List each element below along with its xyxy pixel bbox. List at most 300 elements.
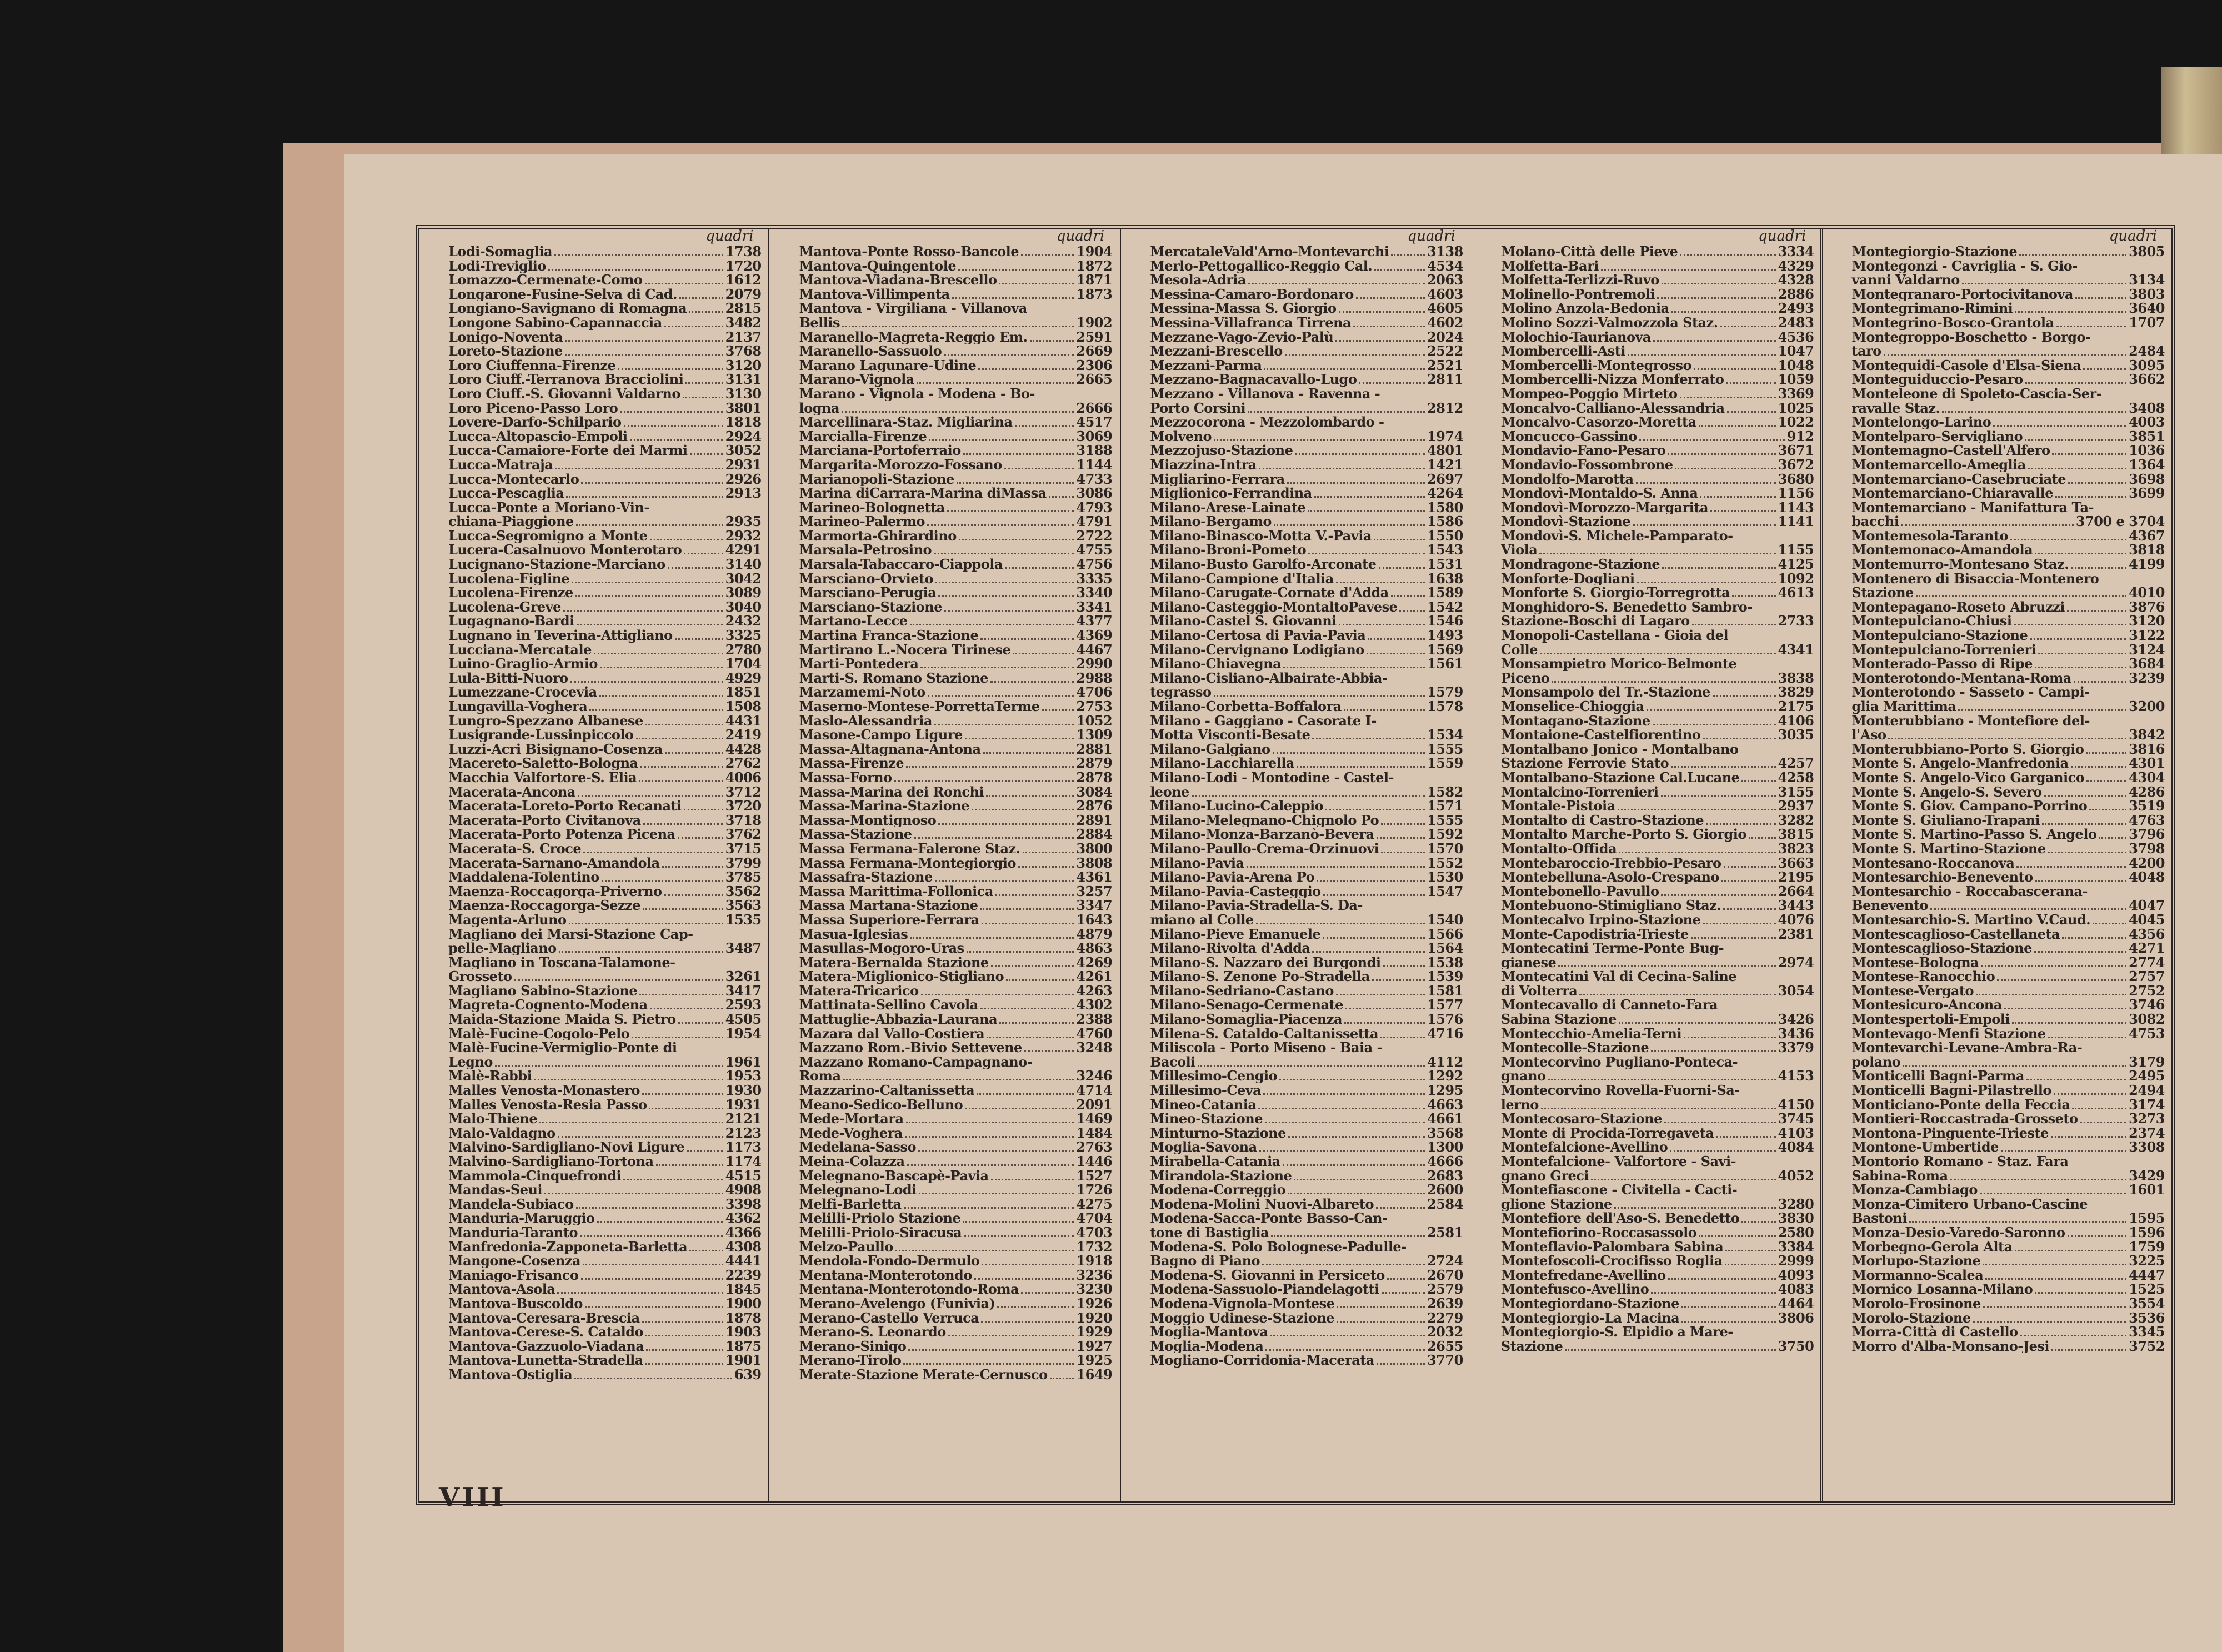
entry-name: Massa-Marina dei Ronchi	[799, 784, 984, 799]
entry-number: 4661	[1427, 1110, 1463, 1127]
entry-name: l'Aso	[1851, 728, 1886, 742]
index-entry	[799, 486, 1113, 500]
leader-dots	[1983, 1306, 2126, 1308]
leader-dots	[987, 1037, 1074, 1038]
entry-number: 4153	[1778, 1068, 1814, 1084]
entry-name: Milano-Cervignano Lodigiano	[1150, 642, 1364, 657]
entry-number: 1873	[1076, 286, 1113, 302]
index-entry	[448, 1126, 762, 1140]
index-entry	[799, 1325, 1113, 1339]
entry-name: Monticelli Bagni-Pilastrello	[1851, 1083, 2051, 1098]
entry-number: 4431	[725, 712, 762, 729]
entry-number: 4263	[1076, 982, 1113, 999]
index-entry	[1150, 600, 1463, 614]
entry-name: Milano-Galgiano	[1150, 742, 1270, 757]
entry-number: 4329	[1778, 257, 1814, 274]
entry-number: 1527	[1076, 1167, 1113, 1184]
index-entry	[1501, 770, 1814, 785]
entry-name: Montebaroccio-Trebbio-Pesaro	[1500, 855, 1721, 870]
leader-dots	[981, 1321, 1074, 1323]
entry-name: Milano-Broni-Pometo	[1150, 543, 1307, 558]
leader-dots	[2083, 368, 2126, 370]
leader-dots	[565, 354, 723, 356]
entry-number: 3345	[2129, 1324, 2165, 1340]
entry-name: Marsciano-Orvieto	[799, 571, 934, 586]
index-entry	[448, 1211, 762, 1225]
entry-name: Millesimo-Ceva	[1150, 1083, 1262, 1098]
leader-dots	[620, 411, 723, 413]
index-entry	[1851, 287, 2165, 302]
index-entry	[448, 415, 762, 429]
index-entry	[1851, 1311, 2165, 1325]
entry-number: 1564	[1427, 940, 1463, 957]
leader-dots	[895, 1250, 1074, 1251]
entry-name: Macerata-Loreto-Porto Recanati	[448, 799, 682, 813]
index-entry	[448, 1012, 762, 1027]
entry-number: 3806	[1778, 1309, 1814, 1326]
entry-number: 3443	[1778, 897, 1814, 914]
leader-dots	[1263, 1093, 1425, 1095]
leader-dots	[678, 837, 723, 839]
entry-number: 1953	[725, 1068, 762, 1084]
index-entry	[1501, 685, 1814, 699]
leader-dots	[2072, 1108, 2126, 1109]
leader-dots	[1359, 382, 1425, 384]
entry-name: Montorio Romano - Staz. Fara	[1851, 1154, 2069, 1169]
leader-dots	[1901, 524, 2074, 526]
index-column	[770, 229, 1122, 1501]
entry-name: Montese-Vergato	[1851, 983, 1974, 998]
entry-name: Merano-S. Leonardo	[799, 1325, 946, 1339]
entry-number: 4447	[2129, 1266, 2165, 1283]
leader-dots	[578, 795, 723, 797]
index-entry	[1501, 969, 1814, 984]
entry-number: 1141	[1778, 513, 1814, 530]
entry-name: glione Stazione	[1500, 1197, 1612, 1212]
entry-name: Malvino-Sardigliano-Tortona	[448, 1154, 654, 1169]
leader-dots	[952, 297, 1074, 299]
entry-name: Mendola-Fondo-Dermulo	[799, 1254, 980, 1268]
entry-name: Montegrimano-Rimini	[1851, 301, 2013, 316]
index-entry	[1851, 1325, 2165, 1339]
index-entry	[1851, 344, 2165, 358]
index-entry	[448, 770, 762, 785]
entry-name: MercataleVald'Arno-Montevarchi	[1150, 244, 1389, 259]
index-entry	[1851, 785, 2165, 799]
leader-dots	[1694, 368, 1776, 370]
entry-name: Mombercelli-Asti	[1500, 344, 1625, 358]
entry-number: 4879	[1076, 925, 1113, 942]
leader-dots	[2035, 553, 2126, 554]
entry-number: 1918	[1076, 1253, 1113, 1269]
entry-name: Mondovì-Morozzo-Margarita	[1500, 500, 1709, 515]
index-entry	[799, 301, 1113, 316]
entry-name: Bacoli	[1150, 1054, 1195, 1069]
entry-name: Longarone-Fusine-Selva di Cad.	[448, 287, 677, 302]
entry-number: 3750	[1778, 1338, 1814, 1354]
entry-name: Montemesola-Taranto	[1851, 528, 2008, 543]
entry-number: 2306	[1076, 357, 1113, 373]
entry-name: Mantova-Buscoldo	[448, 1296, 583, 1311]
index-entry	[799, 1225, 1113, 1240]
entry-number: 2664	[1778, 883, 1814, 899]
index-entry	[1851, 330, 2165, 344]
index-entry	[448, 458, 762, 472]
index-entry	[1851, 856, 2165, 870]
index-entry	[1150, 927, 1463, 942]
page-number: VIII	[439, 1482, 506, 1513]
leader-dots	[1723, 908, 1775, 910]
index-entry	[1851, 1197, 2165, 1212]
entry-name: Porto Corsini	[1150, 401, 1246, 415]
entry-number: 3536	[2129, 1309, 2165, 1326]
leader-dots	[2055, 496, 2126, 498]
entry-name: Manduria-Maruggio	[448, 1211, 595, 1225]
entry-name: Macerata-Ancona	[448, 784, 575, 799]
entry-number: 3035	[1778, 727, 1814, 743]
entry-number: 4733	[1076, 470, 1113, 487]
entry-number: 4716	[1427, 1025, 1463, 1042]
entry-name: Massa Fermana-Montegiorgio	[799, 855, 1017, 870]
entry-name: tone di Bastiglia	[1150, 1225, 1269, 1240]
entry-name: Lucca-Pescaglia	[448, 486, 564, 500]
entry-name: Monte S. Angelo-Vico Garganico	[1851, 770, 2085, 785]
index-entry	[1851, 827, 2165, 842]
entry-number: 3239	[2129, 669, 2165, 686]
entry-number: 3225	[2129, 1253, 2165, 1269]
index-entry	[799, 1183, 1113, 1197]
index-entry	[1150, 955, 1463, 970]
index-entry	[448, 913, 762, 927]
entry-name: Lugnano in Teverina-Attigliano	[448, 628, 673, 643]
entry-number: 4010	[2129, 584, 2165, 601]
entry-number: 4301	[2129, 755, 2165, 772]
index-entry	[1851, 316, 2165, 330]
index-entry	[1150, 1268, 1463, 1283]
leader-dots	[1325, 809, 1425, 810]
entry-number: 2123	[725, 1124, 762, 1141]
entry-name: Macerata-Porto Civitanova	[448, 813, 641, 828]
leader-dots	[1344, 709, 1425, 711]
entry-name: chiana-Piaggione	[448, 514, 574, 529]
index-entry	[1501, 429, 1814, 444]
entry-name: Lula-Bitti-Nuoro	[448, 670, 568, 685]
entry-name: Lucolena-Firenze	[448, 585, 573, 600]
column-header: quadri	[1407, 229, 1455, 244]
entry-number: 4200	[2129, 854, 2165, 871]
entry-name: Monselice-Chioggia	[1500, 699, 1644, 714]
index-entry	[448, 643, 762, 657]
entry-name: Molano-Città delle Pieve	[1500, 244, 1678, 259]
leader-dots	[935, 880, 1074, 882]
entry-number: 1589	[1427, 584, 1463, 601]
entry-name: Martina Franca-Stazione	[799, 628, 979, 643]
leader-dots	[1724, 866, 1776, 868]
entry-number: 4328	[1778, 272, 1814, 288]
entry-number: 3334	[1778, 243, 1814, 259]
entry-number: 3379	[1778, 1039, 1814, 1056]
index-entry	[448, 870, 762, 884]
entry-number: 1555	[1427, 740, 1463, 757]
index-entry	[1501, 585, 1814, 600]
index-entry	[1150, 827, 1463, 842]
entry-name: Milano-Casteggio-MontaltoPavese	[1150, 599, 1398, 614]
entry-name: Monterotondo - Sasseto - Campi-	[1851, 685, 2090, 699]
index-entry	[1851, 557, 2165, 572]
entry-number: 1954	[725, 1025, 762, 1042]
entry-number: 3830	[1778, 1210, 1814, 1227]
index-entry	[448, 1154, 762, 1169]
entry-name: Montemarciano-Casebruciate	[1851, 472, 2066, 487]
index-entry	[799, 813, 1113, 828]
entry-name: Massa Fermana-Falerone Staz.	[799, 841, 1020, 856]
leader-dots	[990, 681, 1074, 683]
leader-dots	[683, 397, 723, 398]
leader-dots	[1997, 979, 2126, 981]
entry-name: Stazione	[1851, 585, 1914, 600]
leader-dots	[594, 653, 723, 654]
leader-dots	[684, 809, 723, 810]
index-entry	[448, 1339, 762, 1354]
entry-number: 2522	[1427, 343, 1463, 359]
entry-number: 1580	[1427, 499, 1463, 515]
entry-number: 4286	[2129, 783, 2165, 800]
leader-dots	[1636, 482, 1776, 484]
entry-name: Lucca-Altopascio-Empoli	[448, 429, 628, 444]
entry-number: 3179	[2129, 1053, 2165, 1070]
entry-name: Mezzane-Vago-Zevio-Palù	[1150, 329, 1334, 344]
index-entry	[448, 401, 762, 415]
entry-number: 1581	[1427, 982, 1463, 999]
entry-number: 2724	[1427, 1253, 1463, 1269]
index-entry	[448, 998, 762, 1012]
index-entry	[1851, 685, 2165, 699]
index-entry	[448, 827, 762, 842]
index-entry	[448, 372, 762, 387]
entry-number: 1596	[2129, 1224, 2165, 1240]
leader-dots	[964, 1235, 1074, 1237]
leader-dots	[1725, 1264, 1776, 1265]
entry-number: 3082	[2129, 1011, 2165, 1028]
entry-name: Bagno di Piano	[1150, 1254, 1260, 1268]
leader-dots	[1006, 979, 1074, 981]
entry-name: Mantova-Cerese-S. Cataldo	[448, 1325, 644, 1339]
entry-number: 3069	[1076, 428, 1113, 444]
index-entry	[448, 614, 762, 628]
entry-name: Malvino-Sardigliano-Novi Ligure	[448, 1140, 685, 1154]
entry-name: Magliano dei Marsi-Stazione Cap-	[448, 927, 693, 942]
leader-dots	[978, 368, 1074, 370]
entry-number: 3715	[725, 840, 762, 857]
index-entry	[1501, 1069, 1814, 1083]
entry-name: Merano-Tirolo	[799, 1353, 902, 1368]
leader-dots	[917, 382, 1074, 384]
index-entry	[1851, 913, 2165, 927]
index-entry	[799, 316, 1113, 330]
entry-name: Lomazzo-Cermenate-Como	[448, 273, 643, 287]
entry-name: Mornico Losanna-Milano	[1851, 1282, 2033, 1296]
entry-number: 2879	[1076, 755, 1113, 772]
entry-name: Milano-S. Nazzaro dei Burgondi	[1150, 955, 1381, 970]
index-entry	[448, 514, 762, 529]
entry-name: Milano-Sedriano-Castano	[1150, 983, 1334, 998]
entry-name: Monte S. Giov. Campano-Porrino	[1851, 799, 2088, 813]
index-entry	[1501, 443, 1814, 458]
index-entry	[799, 1112, 1113, 1126]
entry-name: Montemarciano-Chiaravalle	[1851, 486, 2053, 500]
index-entry	[1501, 1183, 1814, 1197]
index-entry	[1150, 1325, 1463, 1339]
leader-dots	[1356, 297, 1425, 299]
leader-dots	[1976, 994, 2126, 995]
entry-name: Miglionico-Ferrandina	[1150, 486, 1312, 500]
entry-number: 3140	[725, 556, 762, 573]
index-entry	[448, 1055, 762, 1069]
index-entry	[448, 1353, 762, 1368]
leader-dots	[1391, 595, 1425, 597]
entry-name: Modena-S. Polo Bolognese-Padulle-	[1150, 1239, 1407, 1254]
leader-dots	[1391, 254, 1425, 256]
entry-number: 1508	[725, 698, 762, 714]
entry-number: 1047	[1778, 343, 1814, 359]
entry-name: Molino Sozzi-Valmozzola Staz.	[1500, 315, 1718, 330]
column-header: quadri	[1758, 229, 1806, 244]
leader-dots	[958, 269, 1074, 271]
entry-name: Lucolena-Figline	[448, 571, 570, 586]
entry-number: 3236	[1076, 1266, 1113, 1283]
index-entry	[448, 813, 762, 828]
entry-number: 1638	[1427, 570, 1463, 587]
entry-name: Bastoni	[1851, 1211, 1907, 1225]
index-entry	[1501, 1083, 1814, 1098]
index-entry	[1501, 884, 1814, 899]
entry-number: 1577	[1427, 997, 1463, 1013]
entry-number: 2697	[1427, 470, 1463, 487]
entry-number: 2733	[1778, 613, 1814, 629]
entry-name: tegrasso	[1150, 685, 1212, 699]
entry-name: Maddalena-Tolentino	[448, 870, 599, 884]
leader-dots	[2010, 539, 2126, 540]
leader-dots	[599, 695, 723, 697]
leader-dots	[920, 667, 1074, 668]
entry-name: Montelparo-Servigliano	[1851, 429, 2023, 444]
leader-dots	[2034, 951, 2126, 953]
entry-number: 3200	[2129, 698, 2165, 714]
entry-name: Monticelli Bagni-Parma	[1851, 1069, 2024, 1084]
index-entry	[1501, 941, 1814, 955]
entry-name: Malo-Valdagno	[448, 1125, 556, 1140]
leader-dots	[999, 283, 1074, 284]
entry-name: Malo-Thiene	[448, 1112, 538, 1126]
leader-dots	[963, 1221, 1074, 1223]
index-entry	[1501, 415, 1814, 429]
index-entry	[448, 244, 762, 259]
leader-dots	[2025, 439, 2126, 441]
index-entry	[799, 1268, 1113, 1283]
entry-number: 3718	[725, 812, 762, 828]
entry-number: 1550	[1427, 527, 1463, 544]
entry-name: Macchia Valfortore-S. Elia	[448, 770, 637, 785]
leader-dots	[565, 340, 723, 342]
entry-number: 2752	[2129, 982, 2165, 999]
entry-number: 3261	[725, 968, 762, 985]
entry-number: 1569	[1427, 641, 1463, 658]
entry-number: 3089	[725, 584, 762, 601]
entry-name: Milena-S. Cataldo-Caltanissetta	[1150, 1026, 1379, 1041]
entry-number: 1612	[725, 272, 762, 288]
leader-dots	[2068, 482, 2126, 484]
leader-dots	[2016, 866, 2126, 868]
entry-number: 2091	[1076, 1096, 1113, 1113]
index-entry	[448, 785, 762, 799]
entry-name: Marmorta-Ghirardino	[799, 528, 957, 543]
index-entry	[1150, 1296, 1463, 1311]
entry-name: Montalbano Jonico - Montalbano	[1500, 742, 1739, 757]
entry-name: Montecorvino Rovella-Fuorni-Sa-	[1500, 1083, 1740, 1098]
entry-name: Monte S. Martino-Passo S. Angelo	[1851, 827, 2097, 842]
entry-number: 2381	[1778, 925, 1814, 942]
leader-dots	[665, 752, 723, 754]
entry-name: Lugagnano-Bardi	[448, 614, 574, 629]
index-entry	[1150, 728, 1463, 742]
entry-name: Mantova-Lunetta-Stradella	[448, 1353, 643, 1368]
entry-name: Montesarchio-S. Martino V.Caud.	[1851, 912, 2091, 927]
leader-dots	[2038, 653, 2126, 654]
index-entry	[1851, 358, 2165, 373]
entry-name: Luino-Graglio-Armio	[448, 657, 598, 671]
entry-name: Lusigrande-Lussinpiccolo	[448, 728, 634, 742]
entry-number: 3398	[725, 1195, 762, 1212]
entry-number: 1534	[1427, 727, 1463, 743]
index-entry	[1501, 1112, 1814, 1126]
leader-dots	[1962, 283, 2126, 284]
leader-dots	[1741, 1221, 1775, 1223]
entry-name: Monterubbiano-Porto S. Giorgio	[1851, 742, 2084, 757]
leader-dots	[642, 1093, 723, 1095]
entry-number: 3829	[1778, 684, 1814, 700]
entry-number: 1173	[725, 1139, 762, 1155]
index-entry	[448, 742, 762, 757]
leader-dots	[690, 453, 723, 455]
entry-number: 2891	[1076, 812, 1113, 828]
index-entry	[1501, 671, 1814, 685]
entry-number: 2521	[1427, 357, 1463, 373]
index-entry	[1851, 614, 2165, 628]
leader-dots	[569, 923, 723, 924]
entry-number: 1926	[1076, 1295, 1113, 1311]
entry-number: 2665	[1076, 371, 1113, 388]
entry-name: Piceno	[1500, 670, 1550, 685]
entry-number: 4302	[1076, 997, 1113, 1013]
index-entry	[1501, 714, 1814, 728]
entry-name: Milano-Pavia-Stradella-S. Da-	[1150, 898, 1363, 913]
leader-dots	[576, 1207, 723, 1209]
index-entry	[799, 1069, 1113, 1083]
index-entry	[448, 671, 762, 685]
leader-dots	[623, 1179, 723, 1180]
index-entry	[799, 1126, 1113, 1140]
leader-dots	[2074, 681, 2126, 683]
leader-dots	[938, 823, 1074, 825]
index-entry	[1150, 756, 1463, 770]
entry-number: 4308	[725, 1238, 762, 1255]
entry-number: 4505	[725, 1011, 762, 1028]
entry-name: Milano-Busto Garolfo-Arconate	[1150, 557, 1377, 572]
leader-dots	[675, 638, 723, 640]
entry-name: Macerata-Sarnano-Amandola	[448, 855, 660, 870]
index-entry	[448, 685, 762, 699]
leader-dots	[1675, 468, 1775, 469]
